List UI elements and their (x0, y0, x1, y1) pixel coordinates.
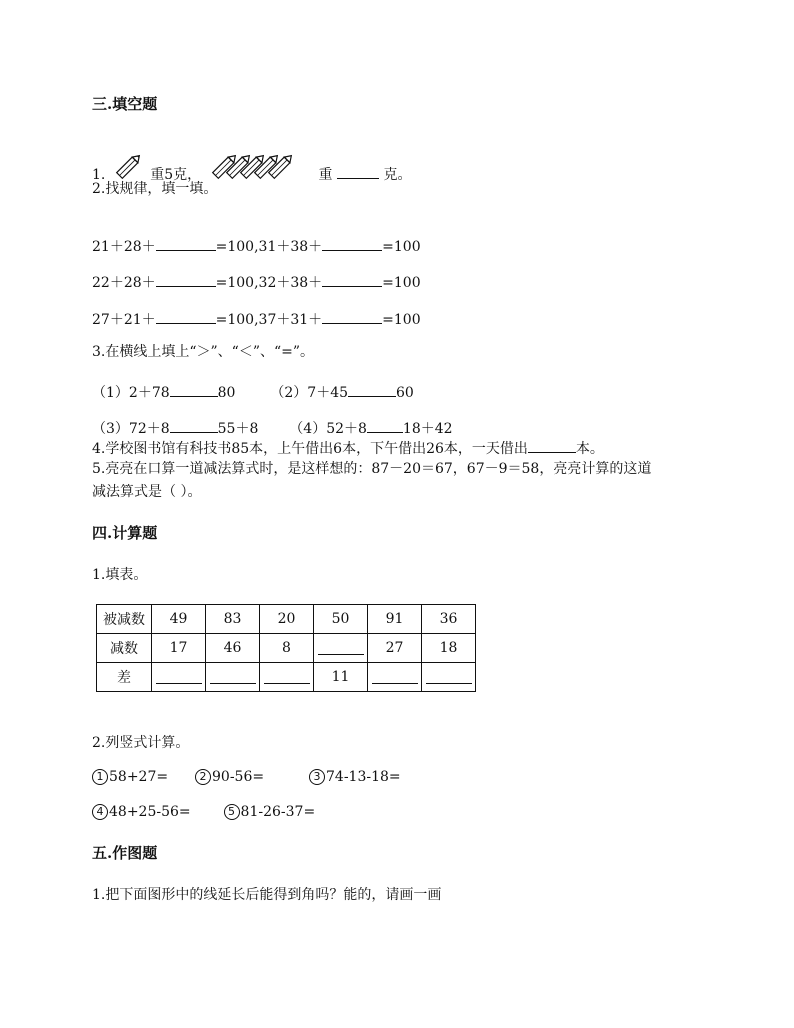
q4-text: 4.学校图书馆有科技书85本，上午借出6本，下午借出26本，一天借出 (92, 441, 528, 457)
difference-blank[interactable] (264, 667, 310, 684)
q3-p1-blank[interactable] (170, 382, 218, 397)
q5-line1: 5.亮亮在口算一道减法算式时，是这样想的：87－20＝67，67－9＝58，亮亮计算的这道 (92, 461, 652, 477)
q2-row3-blank1[interactable] (156, 309, 216, 324)
difference-blank[interactable] (210, 667, 256, 684)
row-header-subtrahend: 减数 (97, 634, 152, 663)
row-header-minuend: 被减数 (97, 605, 152, 634)
difference-blank-cell[interactable] (206, 663, 260, 692)
difference-blank[interactable] (156, 667, 202, 684)
q3-p4-b: 18＋42 (402, 421, 453, 437)
circled-number-2: 2 (195, 769, 211, 785)
difference-blank-cell[interactable] (260, 663, 314, 692)
minuend-cell: 36 (422, 605, 476, 634)
q2-row3-b: =100,37＋31＋ (215, 312, 323, 328)
q2-row1-b: =100,31＋38＋ (215, 239, 323, 255)
pencil-icon (110, 150, 146, 184)
difference-blank-cell[interactable] (368, 663, 422, 692)
q2-row3-a: 27＋21＋ (92, 312, 156, 328)
q3-p2-b: 60 (396, 385, 414, 401)
q2-row2-blank2[interactable] (322, 272, 382, 287)
q2-row2 (92, 272, 421, 292)
q2-row3-c: =100 (382, 312, 421, 328)
section4-title: 四.计算题 (92, 524, 158, 542)
circled-number-3: 3 (309, 769, 325, 785)
q2-row1-blank1[interactable] (156, 236, 216, 251)
circled-number-5: 5 (224, 804, 240, 820)
q3-p2-a: （2）7＋45 (270, 385, 349, 401)
minuend-cell: 50 (314, 605, 368, 634)
q3-p3-a: （3）72＋8 (92, 421, 170, 437)
table-label: 1.填表。 (92, 567, 148, 583)
section5-title: 五.作图题 (92, 844, 158, 862)
subtrahend-cell: 8 (260, 634, 314, 663)
q2-row3 (92, 309, 421, 329)
subtrahend-blank-cell[interactable] (314, 634, 368, 663)
q1-line (92, 150, 411, 184)
q1-text-a: 重5克， (150, 167, 202, 183)
minuend-cell: 20 (260, 605, 314, 634)
calc-row2 (92, 803, 315, 821)
difference-blank[interactable] (426, 667, 472, 684)
q1-answer-blank[interactable] (337, 164, 379, 179)
q3-p1-b: 80 (217, 385, 236, 401)
subtrahend-cell: 18 (422, 634, 476, 663)
table-row (97, 634, 476, 663)
circled-number-1: 1 (92, 769, 108, 785)
subtrahend-cell: 27 (368, 634, 422, 663)
q3-row2 (92, 418, 453, 438)
table-row (97, 663, 476, 692)
q2-row1-blank2[interactable] (322, 236, 382, 251)
minuend-cell: 83 (206, 605, 260, 634)
minuend-cell: 91 (368, 605, 422, 634)
q2-row1-c: =100 (382, 239, 421, 255)
drawing-question: 1.把下面图形中的线延长后能得到角吗？能的，请画一画 (92, 887, 442, 903)
q2-label: 2.找规律，填一填。 (92, 181, 218, 197)
q3-p3-b: 55＋8 (217, 421, 259, 437)
q4-answer-blank[interactable] (528, 438, 576, 453)
calc-expr-5: 81-26-37= (240, 804, 316, 820)
q2-row1-a: 21＋28＋ (92, 239, 156, 255)
subtrahend-blank[interactable] (318, 638, 364, 655)
calc-expr-2: 90-56= (212, 769, 265, 785)
difference-cell: 11 (314, 663, 368, 692)
calc-expr-1: 58+27= (109, 769, 169, 785)
q1-number: 1. (92, 167, 106, 183)
calc-expr-3: 74-13-18= (326, 769, 401, 785)
calc-row1 (92, 768, 401, 786)
row-header-difference: 差 (97, 663, 152, 692)
q2-row2-a: 22＋28＋ (92, 275, 156, 291)
q3-p4-blank[interactable] (367, 418, 403, 433)
table-row (97, 605, 476, 634)
difference-blank-cell[interactable] (422, 663, 476, 692)
q3-row1 (92, 382, 414, 402)
minuend-cell: 49 (152, 605, 206, 634)
q2-row1 (92, 236, 421, 256)
q3-p3-blank[interactable] (170, 418, 218, 433)
q5-line2: 减法算式是（ ）。 (92, 484, 202, 500)
subtrahend-cell: 17 (152, 634, 206, 663)
five-pencils-icon (206, 150, 302, 184)
q4-line (92, 438, 604, 458)
q2-row2-c: =100 (382, 275, 421, 291)
q4-end: 本。 (575, 441, 604, 457)
circled-number-4: 4 (92, 804, 108, 820)
subtraction-table (96, 604, 476, 692)
q1-text-b: 重 (318, 167, 333, 183)
calc-expr-4: 48+25-56= (109, 804, 191, 820)
difference-blank-cell[interactable] (152, 663, 206, 692)
vertical-calc-label: 2.列竖式计算。 (92, 735, 190, 751)
section3-title: 三.填空题 (92, 95, 158, 113)
q2-row2-b: =100,32＋38＋ (215, 275, 323, 291)
q2-row3-blank2[interactable] (322, 309, 382, 324)
subtrahend-cell: 46 (206, 634, 260, 663)
q1-text-c: 克。 (383, 167, 412, 183)
q3-p2-blank[interactable] (348, 382, 396, 397)
q3-label: 3.在横线上填上“＞”、“＜”、“=”。 (92, 344, 315, 360)
q3-p1-a: （1）2＋78 (92, 385, 170, 401)
difference-blank[interactable] (372, 667, 418, 684)
q3-p4-a: （4）52＋8 (289, 421, 367, 437)
q2-row2-blank1[interactable] (156, 272, 216, 287)
